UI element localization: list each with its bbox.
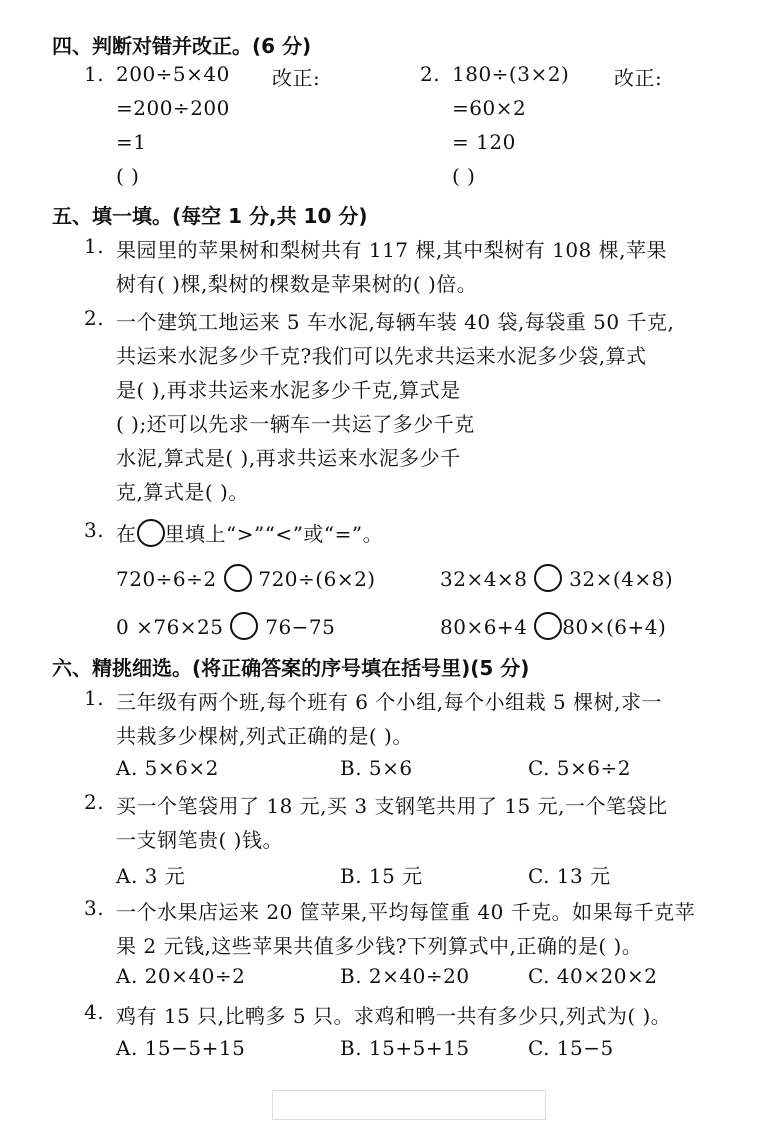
section-5-title: 五、填一填。(每空 1 分,共 10 分) bbox=[52, 204, 368, 228]
compare-row-2-left bbox=[116, 612, 335, 640]
section-4-title: 四、判断对错并改正。(6 分) bbox=[52, 34, 312, 58]
fill-q2-line-5[interactable]: 水泥,算式是( ),再求共运来水泥多少千 bbox=[116, 446, 461, 470]
choice-q3-line-2[interactable]: 果 2 元钱,这些苹果共值多少钱?下列算式中,正确的是( )。 bbox=[116, 934, 643, 958]
problem-1-expression: 200÷5×40 bbox=[116, 62, 230, 86]
compare-4-right: 80×(6+4) bbox=[562, 615, 667, 639]
choice-q2-option-c[interactable]: C. 13 元 bbox=[528, 864, 611, 888]
choice-q1-option-c[interactable]: C. 5×6÷2 bbox=[528, 756, 631, 780]
compare-1-left: 720÷6÷2 bbox=[116, 567, 217, 591]
problem-2-step-2: =60×2 bbox=[452, 96, 527, 120]
choice-q4-line-1[interactable]: 鸡有 15 只,比鸭多 5 只。求鸡和鸭一共有多少只,列式为( )。 bbox=[116, 1004, 672, 1028]
choice-q4-number: 4. bbox=[84, 1000, 105, 1024]
fill-q2-line-1: 一个建筑工地运来 5 车水泥,每辆车装 40 袋,每袋重 50 千克, bbox=[116, 310, 675, 334]
page-footer-box bbox=[272, 1090, 546, 1120]
choice-q3-number: 3. bbox=[84, 896, 105, 920]
choice-q2-line-2[interactable]: 一支钢笔贵( )钱。 bbox=[116, 828, 283, 852]
fill-q2-line-6[interactable]: 克,算式是( )。 bbox=[116, 480, 249, 504]
choice-q1-line-2[interactable]: 共栽多少棵树,列式正确的是( )。 bbox=[116, 724, 413, 748]
choice-q1-option-a[interactable]: A. 5×6×2 bbox=[116, 756, 219, 780]
problem-1-step-2: =200÷200 bbox=[116, 96, 230, 120]
compare-3-right: 76−75 bbox=[265, 615, 336, 639]
compare-4-circle[interactable] bbox=[534, 612, 562, 640]
compare-2-right: 32×(4×8) bbox=[569, 567, 674, 591]
compare-1-right: 720÷(6×2) bbox=[258, 567, 376, 591]
fill-q3-number: 3. bbox=[84, 518, 105, 542]
choice-q2-option-a[interactable]: A. 3 元 bbox=[116, 864, 186, 888]
compare-4-left: 80×6+4 bbox=[440, 615, 528, 639]
choice-q4-option-b[interactable]: B. 15+5+15 bbox=[340, 1036, 470, 1060]
fill-q1-line-2[interactable]: 树有( )棵,梨树的棵数是苹果树的( )倍。 bbox=[116, 272, 478, 296]
problem-2-number: 2. bbox=[420, 62, 441, 86]
choice-q1-number: 1. bbox=[84, 686, 105, 710]
compare-row-1-left bbox=[116, 564, 376, 592]
problem-2-judge-blank[interactable]: ( ) bbox=[452, 164, 476, 188]
choice-q3-line-1: 一个水果店运来 20 筐苹果,平均每筐重 40 千克。如果每千克苹 bbox=[116, 900, 696, 924]
compare-2-left: 32×4×8 bbox=[440, 567, 528, 591]
problem-2-step-3: = 120 bbox=[452, 130, 516, 154]
choice-q2-option-b[interactable]: B. 15 元 bbox=[340, 864, 423, 888]
problem-1-step-3: =1 bbox=[116, 130, 147, 154]
problem-1-judge-blank[interactable]: ( ) bbox=[116, 164, 140, 188]
choice-q2-line-1: 买一个笔袋用了 18 元,买 3 支钢笔共用了 15 元,一个笔袋比 bbox=[116, 794, 668, 818]
fill-q1-number: 1. bbox=[84, 234, 105, 258]
fill-q3-pre: 在 bbox=[116, 522, 137, 546]
compare-2-circle[interactable] bbox=[534, 564, 562, 592]
circle-icon bbox=[137, 519, 165, 547]
choice-q3-option-a[interactable]: A. 20×40÷2 bbox=[116, 964, 246, 988]
fill-q2-line-3[interactable]: 是( ),再求共运来水泥多少千克,算式是 bbox=[116, 378, 461, 402]
compare-3-left: 0 ×76×25 bbox=[116, 615, 224, 639]
choice-q4-option-c[interactable]: C. 15−5 bbox=[528, 1036, 614, 1060]
choice-q1-option-b[interactable]: B. 5×6 bbox=[340, 756, 413, 780]
fill-q3-post: 里填上“>”“<”或“=”。 bbox=[164, 522, 384, 546]
section-6-title: 六、精挑细选。(将正确答案的序号填在括号里)(5 分) bbox=[52, 656, 530, 680]
choice-q2-number: 2. bbox=[84, 790, 105, 814]
fill-q2-line-2: 共运来水泥多少千克?我们可以先求共运来水泥多少袋,算式 bbox=[116, 344, 647, 368]
fill-q1-line-1: 果园里的苹果树和梨树共有 117 棵,其中梨树有 108 棵,苹果 bbox=[116, 238, 667, 262]
fill-q3-instruction bbox=[116, 518, 383, 547]
problem-2-expression: 180÷(3×2) bbox=[452, 62, 570, 86]
problem-2-correction-label: 改正: bbox=[614, 66, 663, 90]
choice-q4-option-a[interactable]: A. 15−5+15 bbox=[116, 1036, 246, 1060]
compare-row-2-right bbox=[440, 612, 666, 640]
fill-q2-number: 2. bbox=[84, 306, 105, 330]
compare-1-circle[interactable] bbox=[224, 564, 252, 592]
compare-row-1-right bbox=[440, 564, 673, 592]
choice-q3-option-c[interactable]: C. 40×20×2 bbox=[528, 964, 658, 988]
compare-3-circle[interactable] bbox=[230, 612, 258, 640]
fill-q2-line-4[interactable]: ( );还可以先求一辆车一共运了多少千克 bbox=[116, 412, 475, 436]
choice-q1-line-1: 三年级有两个班,每个班有 6 个小组,每个小组栽 5 棵树,求一 bbox=[116, 690, 662, 714]
problem-1-correction-label: 改正: bbox=[272, 66, 321, 90]
choice-q3-option-b[interactable]: B. 2×40÷20 bbox=[340, 964, 470, 988]
problem-1-number: 1. bbox=[84, 62, 105, 86]
